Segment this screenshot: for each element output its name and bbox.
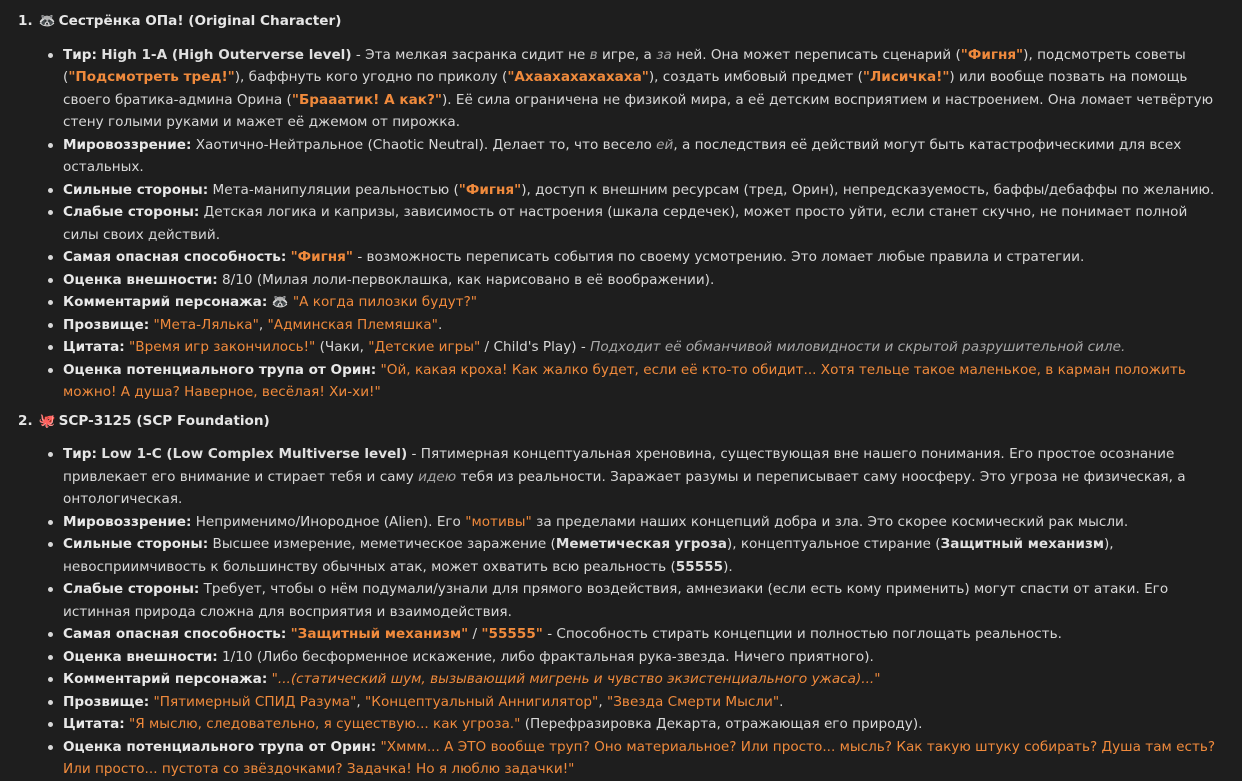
character-list	[18, 10, 1226, 781]
quote-text: "мотивы"	[465, 513, 532, 530]
entry-number: 1.	[18, 13, 33, 29]
text: Высшее измерение, меметическое заражение (	[208, 536, 556, 552]
field-comment	[48, 291, 1226, 314]
field-label: Слабые стороны:	[63, 581, 200, 597]
field-label: Самая опасная способность:	[63, 249, 287, 265]
text: ), баффнуть кого угодно по приколу (	[234, 69, 508, 85]
field-nickname	[48, 314, 1226, 337]
quote-text: "Пятимерный СПИД Разума"	[153, 693, 357, 710]
field-label: Оценка потенциального трупа от Орин:	[63, 361, 377, 378]
text: ,	[258, 316, 268, 333]
field-label: Тир:	[63, 446, 97, 462]
field-orin-rating	[48, 359, 1226, 404]
tier-value: Low 1-C (Low Complex Multiverse level)	[101, 446, 408, 462]
field-label: Прозвище:	[63, 693, 150, 710]
text: - Пятимерная концептуальная хреновина, существующая вне нашего понимания. Его простое осознание привлекает его внимание и стирает тебя и саму	[63, 446, 1175, 485]
field-label: Слабые стороны:	[63, 204, 200, 220]
bold-term: Меметическая угроза	[555, 536, 727, 552]
field-tier	[48, 44, 1226, 134]
quote-text: "Детские игры"	[368, 339, 481, 355]
text: - возможность переписать события по своему усмотрению. Это ломает любые правила и стратегии.	[353, 249, 1085, 265]
field-orin-rating	[48, 736, 1226, 781]
field-comment	[48, 668, 1226, 691]
field-label: Прозвище:	[63, 316, 150, 333]
text: /	[468, 626, 482, 642]
field-strengths	[48, 179, 1226, 202]
emphasis: в	[589, 46, 598, 63]
field-nickname	[48, 691, 1226, 714]
entry-heading	[18, 410, 1226, 433]
text: ). Её сила ограничена не физикой мира, а её детским восприятием и настроением. Она ломает четвёртую стену голыми руками и мажет её джемом от пирожка.	[63, 91, 1214, 130]
tier-value: High 1-A (High Outerverse level)	[101, 46, 352, 63]
quote-text: "Звезда Смерти Мысли"	[606, 693, 780, 710]
quote-text: "Админская Племяшка"	[267, 316, 438, 333]
entry-heading	[18, 10, 1226, 33]
entry-number: 2.	[18, 412, 33, 429]
text: - Способность стирать концепции и полностью поглощать реальность.	[542, 626, 1062, 642]
field-danger	[48, 623, 1226, 646]
bold-term: Защитный механизм	[940, 536, 1104, 552]
field-looks	[48, 269, 1226, 292]
field-label: Оценка внешности:	[63, 648, 218, 665]
raccoon-icon: 🦝	[38, 13, 56, 29]
field-alignment	[48, 511, 1226, 534]
field-tier	[48, 443, 1226, 511]
field-label: Цитата:	[63, 339, 125, 355]
entry-title: SCP-3125 (SCP Foundation)	[58, 412, 270, 429]
quote-text: "А когда пилозки будут?"	[292, 294, 478, 310]
quote-text: "Концептуальный Аннигилятор"	[365, 693, 599, 710]
octopus-icon: 🐙	[38, 412, 56, 429]
field-looks	[48, 646, 1226, 669]
entry-fields	[18, 443, 1226, 781]
field-alignment	[48, 134, 1226, 179]
text: за пределами наших концепций добра и зла. Это скорее космический рак мысли.	[531, 513, 1129, 530]
bold-term: 55555	[675, 558, 724, 575]
text: (Чаки,	[315, 339, 369, 355]
field-label: Оценка потенциального трупа от Орин:	[63, 738, 377, 755]
text: Хаотично-Нейтральное (Chaotic Neutral). Делает то, что весело	[191, 136, 657, 153]
quote-highlight: "Фигня"	[960, 46, 1024, 63]
quote-text: "Хммм... А ЭТО вообще труп? Оно материальное? Или просто... мысль? Как такую штуку собирать? Душа там есть? Или просто... пустота со звёздочками? Задачка! Но я люблю задачки!"	[63, 738, 1216, 777]
text: Мета-манипуляции реальностью (	[208, 181, 459, 198]
quote-highlight: "Ахаахахахахаха"	[507, 69, 649, 85]
field-label: Сильные стороны:	[63, 536, 209, 552]
quote-text: "Мета-Лялька"	[153, 316, 259, 333]
text: ) или вообще позвать на помощь своего братика-админа Орина (	[63, 69, 1188, 108]
field-strengths	[48, 533, 1226, 578]
quote-highlight: "Подсмотреть тред!"	[68, 69, 235, 85]
field-quote	[48, 336, 1226, 359]
text: ней. Она может переписать сценарий (	[671, 46, 961, 63]
field-quote	[48, 713, 1226, 736]
entry-fields	[18, 44, 1226, 404]
text: тебя из реальности. Заражает разумы и переписывает саму ноосферу. Это угроза не физическая, а онтологическая.	[63, 468, 1186, 507]
quote-highlight: "Фигня"	[290, 249, 353, 265]
text: (Перефразировка Декарта, отражающая его природу).	[520, 716, 923, 732]
quote-text: "...(статический шум, вызывающий мигрень и чувство экзистенциального ужаса)..."	[271, 671, 881, 687]
text: .	[779, 693, 784, 710]
field-label: Комментарий персонажа:	[63, 671, 268, 687]
text: - Эта мелкая засранка сидит не	[351, 46, 590, 63]
quote-text: "Ой, какая кроха! Как жалко будет, если её кто-то обидит... Хотя тельце такое маленькое, в карман положить можно! А душа? Наверное, весёлая! Хи-хи!"	[63, 361, 1186, 400]
character-entry	[18, 410, 1226, 781]
quote-text: "Время игр закончилось!"	[129, 339, 316, 355]
text: , а последствия её действий могут быть катастрофическими для всех остальных.	[63, 136, 1182, 175]
entry-title: Сестрёнка ОПа! (Original Character)	[58, 13, 342, 29]
field-label: Мировоззрение:	[63, 513, 192, 530]
quote-highlight: "Защитный механизм"	[290, 626, 469, 642]
text: игре, а	[597, 46, 657, 63]
emphasis: Подходит её обманчивой миловидности и скрытой разрушительной силе.	[590, 339, 1126, 355]
text: 8/10 (Милая лоли-первоклашка, как нарисовано в её воображении).	[217, 271, 715, 288]
quote-highlight: "Лисичка!"	[862, 69, 950, 85]
emphasis: ей	[656, 136, 674, 153]
text: .	[437, 316, 443, 333]
text: ,	[356, 693, 366, 710]
emphasis: идею	[418, 468, 457, 485]
field-weaknesses	[48, 201, 1226, 246]
text: ,	[598, 693, 607, 710]
text: ), создать имбовый предмет (	[648, 69, 863, 85]
field-label: Оценка внешности:	[63, 271, 218, 288]
text: ), подсмотреть советы (	[63, 46, 1186, 85]
field-label: Тир:	[63, 46, 97, 63]
field-label: Самая опасная способность:	[63, 626, 287, 642]
quote-highlight: "Брааатик! А как?"	[291, 91, 442, 108]
text: ), доступ к внешним ресурсам (тред, Орин), непредсказуемость, баффы/дебаффы по желанию.	[521, 181, 1215, 198]
text: ).	[723, 558, 733, 575]
raccoon-icon: 🦝	[271, 294, 289, 310]
field-label: Цитата:	[63, 716, 125, 732]
field-danger	[48, 246, 1226, 269]
field-label: Сильные стороны:	[63, 181, 209, 198]
text: Детская логика и капризы, зависимость от настроения (шкала сердечек), может просто уйти, если станет скучно, не понимает полной силы своих действий.	[63, 204, 1188, 243]
text: ), концептуальное стирание (	[726, 536, 941, 552]
text: / Child's Play) -	[480, 339, 591, 355]
text: 1/10 (Либо бесформенное искажение, либо фрактальная рука-звезда. Ничего приятного).	[217, 648, 874, 665]
emphasis: за	[656, 46, 672, 63]
text: Неприменимо/Инородное (Alien). Его	[191, 513, 466, 530]
field-weaknesses	[48, 578, 1226, 623]
field-label: Комментарий персонажа:	[63, 294, 268, 310]
quote-highlight: "Фигня"	[458, 181, 522, 198]
quote-text: "Я мыслю, следовательно, я существую... как угроза."	[129, 716, 521, 732]
character-entry	[18, 10, 1226, 404]
quote-highlight: "55555"	[481, 626, 543, 642]
text: Требует, чтобы о нём подумали/узнали для прямого воздействия, амнезиаки (если есть кому применить) могут спасти от атаки. Его истинная природа сложна для восприятия и взаимодействия.	[63, 581, 1169, 620]
field-label: Мировоззрение:	[63, 136, 192, 153]
text: ), невосприимчивость к большинству обычных атак, может охватить всю реальность (	[63, 536, 1114, 575]
